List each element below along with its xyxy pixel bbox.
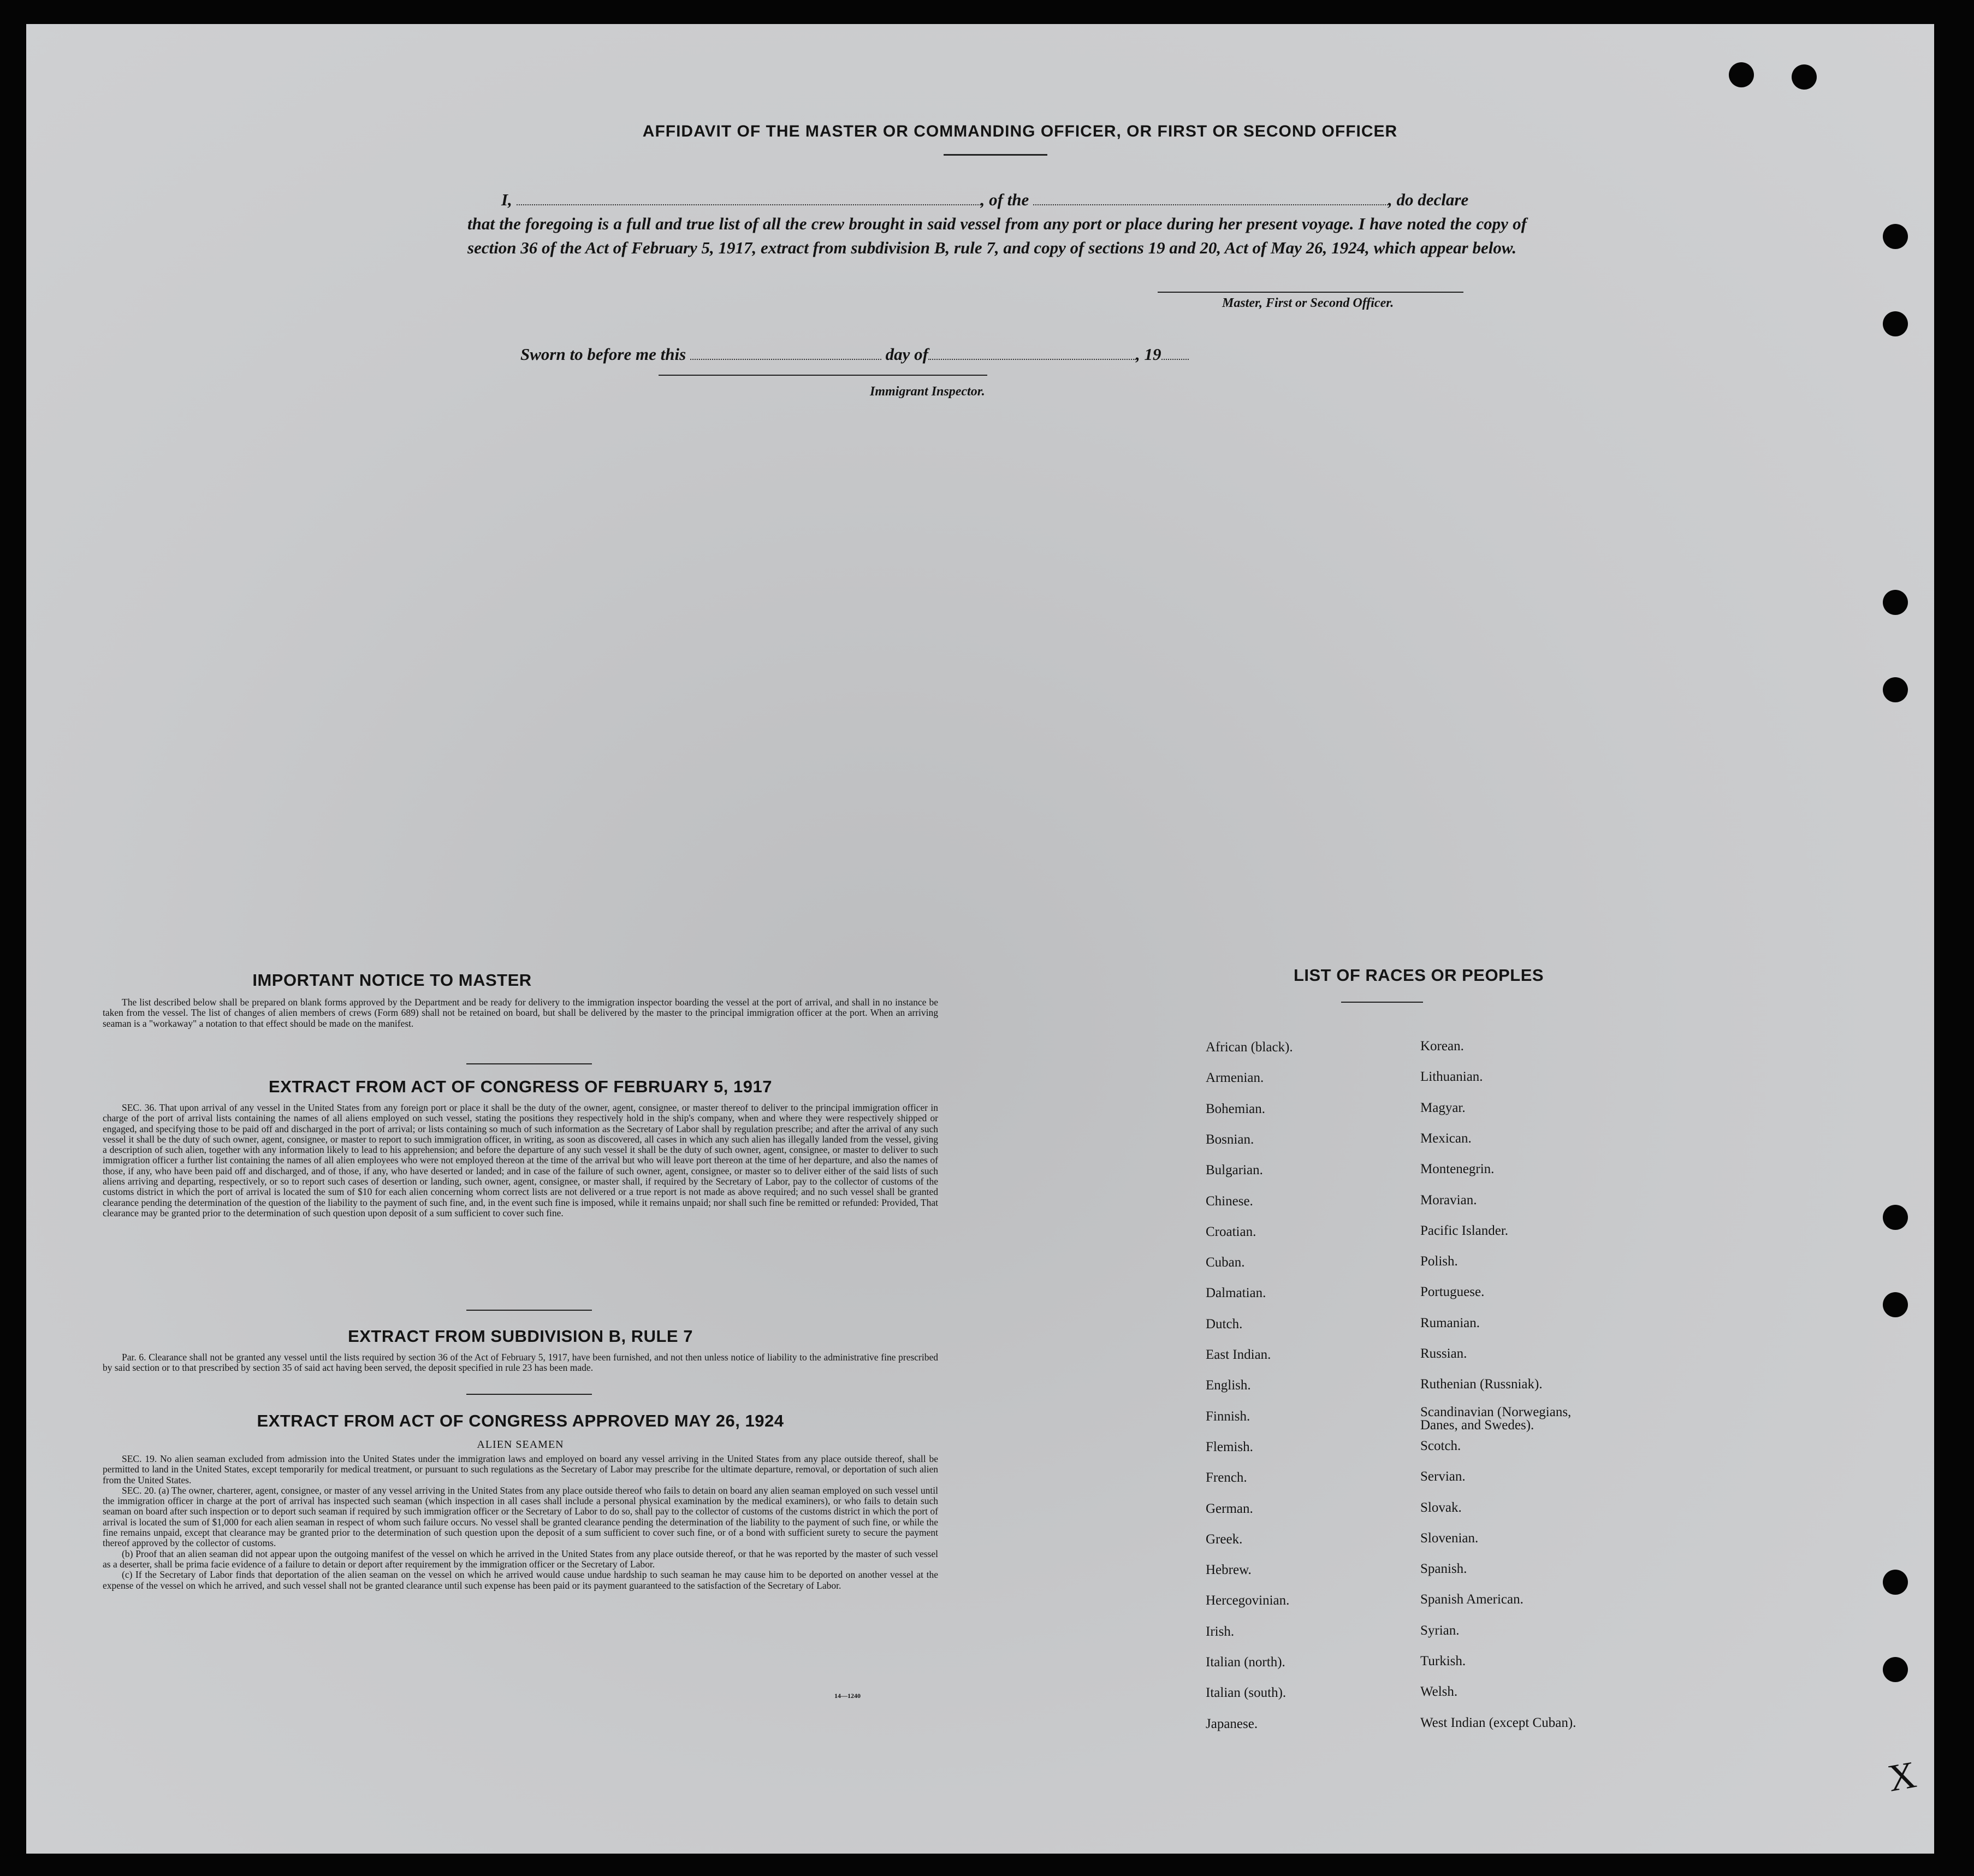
notice-title: IMPORTANT NOTICE TO MASTER (252, 970, 532, 990)
extract-1917-text (103, 1103, 938, 1218)
extract-rule7-text (103, 1352, 938, 1374)
punch-hole (1883, 590, 1908, 615)
affidavit-title: AFFIDAVIT OF THE MASTER OR COMMANDING OFFICER, OR FIRST OR SECOND OFFICER (642, 122, 1398, 140)
race-left: German. (1206, 1501, 1253, 1516)
sworn-day-field[interactable] (690, 344, 881, 360)
punch-hole (1883, 677, 1908, 702)
races-title-rule (1341, 1002, 1423, 1003)
sworn-year-field[interactable] (1161, 344, 1189, 360)
punch-hole (1883, 1205, 1908, 1230)
race-left: Italian (south). (1206, 1685, 1287, 1701)
handwritten-mark: X (1884, 1754, 1919, 1800)
extract-rule7-title: EXTRACT FROM SUBDIVISION B, RULE 7 (348, 1327, 693, 1346)
race-right: Slovak. (1420, 1500, 1462, 1515)
name-field[interactable] (517, 189, 981, 205)
race-left: Finnish. (1206, 1409, 1250, 1424)
race-left: Japanese. (1206, 1716, 1258, 1731)
sec-20a-paragraph: SEC. 20. (a) The owner, charterer, agent, consignee, or master of any vessel arriving in the United States from any place outside thereof who fails to detain on board any alien seaman employed on such vessel until the immigration officer in charge at the port of arrival has inspected such seaman (which inspection in all cases shall include a personal physical examination by the medical examiners), or who fails to detain such seaman on board after such inspection or to deport such seaman if required by such immigration officer or the Secretary of Labor to do so, shall pay to the collector of customs of the customs district in which the port of arrival is located the sum of $1,000 for each alien seaman in respect of whom such failure occurs. No vessel shall be granted clearance pending the determination of the liability to the payment of such fine, or while the fine remains unpaid, except that clearance may be granted prior to the determination of such question upon the deposit of a sum sufficient to cover such fine, or of a bond with sufficient surety to secure the payment thereof approved by the collector of customs. (103, 1484, 938, 1549)
race-left: Hebrew. (1206, 1563, 1252, 1578)
race-right: Polish. (1420, 1254, 1458, 1269)
race-left: Italian (north). (1206, 1655, 1285, 1670)
race-left: Bulgarian. (1206, 1163, 1263, 1178)
race-left: Hercegovinian. (1206, 1593, 1290, 1608)
title-rule (944, 154, 1047, 156)
extract-1924-title: EXTRACT FROM ACT OF CONGRESS APPROVED MAY 26, 1924 (257, 1411, 784, 1430)
punch-hole (1883, 1657, 1908, 1682)
race-right: Rumanian. (1420, 1315, 1480, 1330)
sworn-line (520, 344, 1189, 364)
punch-hole (1883, 311, 1908, 336)
races-title: LIST OF RACES OR PEOPLES (1293, 966, 1544, 985)
race-right: Slovenian. (1420, 1530, 1479, 1546)
notice-paragraph: The list described below shall be prepared on blank forms approved by the Department and be ready for delivery to the immigration inspector boarding the vessel at the port of arrival, and shall in no instance be taken from the vessel. The list of changes of alien members of crews (Form 689) shall not be retained on board, but shall be delivered by the master to the principal immigration officer at the port. When an arriving seaman is a "workaway" a notation to that effect should be made on the manifest. (103, 997, 938, 1029)
sworn-month-field[interactable] (928, 344, 1136, 360)
race-left: Greek. (1206, 1531, 1243, 1547)
race-right: West Indian (except Cuban). (1420, 1715, 1576, 1730)
race-left: African (black). (1206, 1040, 1293, 1055)
race-right: Moravian. (1420, 1192, 1477, 1208)
race-left: English. (1206, 1378, 1251, 1393)
section-divider (466, 1310, 592, 1311)
race-right: Spanish. (1420, 1561, 1467, 1577)
race-left: Irish. (1206, 1624, 1235, 1639)
race-left: Armenian. (1206, 1070, 1264, 1086)
declare-label: , do declare (1388, 190, 1469, 209)
affidavit-body: that the foregoing is a full and true list of all the crew brought in said vessel from any port or place during her present voyage. I have noted the copy of section 36 of the Act of February 5, 1917, extract from subdivision B, rule 7, and copy of sections 19 and 20, Act of May 26, 1924, which appear below. (467, 214, 1527, 257)
punch-hole (1729, 62, 1754, 87)
race-right: Lithuanian. (1420, 1069, 1483, 1085)
race-right: Servian. (1420, 1469, 1466, 1484)
extract-1924-text (103, 1454, 938, 1591)
race-right: Russian. (1420, 1346, 1467, 1361)
extract-1924-subtitle: ALIEN SEAMEN (477, 1439, 564, 1451)
race-left: Bohemian. (1206, 1101, 1266, 1116)
race-left: Dalmatian. (1206, 1286, 1266, 1301)
race-right: Turkish. (1420, 1654, 1466, 1668)
race-left: Dutch. (1206, 1316, 1243, 1331)
sec-19-paragraph: SEC. 19. No alien seaman excluded from admission into the United States under the immigration laws and employed on board any vessel arriving in the United States from any place outside thereof, shall be permitted to land in the United States, except temporarily for medical treatment, or pursuant to such regulations as the Secretary of Labor may prescribe for the ultimate departure, removal, or deportation of such alien from the United States. (103, 1453, 938, 1486)
sworn-day-label: day of (885, 345, 928, 364)
inspector-label: Immigrant Inspector. (870, 384, 985, 399)
race-left: Flemish. (1206, 1439, 1253, 1454)
affidavit-text (467, 188, 1527, 260)
sworn-year-label: , 19 (1136, 345, 1161, 364)
race-right: Montenegrin. (1420, 1162, 1495, 1177)
race-right: Ruthenian (Russniak). (1420, 1377, 1543, 1392)
race-left: Croatian. (1206, 1224, 1256, 1239)
punch-hole (1792, 64, 1817, 90)
extract-1917-title: EXTRACT FROM ACT OF CONGRESS OF FEBRUARY 5, 1917 (269, 1077, 772, 1096)
document-page (26, 24, 1934, 1854)
race-left: Cuban. (1206, 1255, 1245, 1270)
punch-hole (1883, 1292, 1908, 1317)
of-the-label: , of the (980, 190, 1029, 209)
master-signature-label: Master, First or Second Officer. (1222, 296, 1394, 310)
race-right: Portuguese. (1420, 1285, 1485, 1300)
notice-text (103, 997, 938, 1029)
section-divider (466, 1394, 592, 1395)
rule7-paragraph: Par. 6. Clearance shall not be granted any vessel until the lists required by section 36 of the Act of February 5, 1917, have been furnished, and not then unless notice of liability to the administrative fine prescribed by said section or to that prescribed by section 35 of said act having been served, the deposit specified in rule 23 has been made. (103, 1352, 938, 1374)
race-left: East Indian. (1206, 1347, 1271, 1362)
race-left: Chinese. (1206, 1193, 1253, 1209)
vessel-field[interactable] (1033, 189, 1388, 205)
section-divider (466, 1063, 592, 1064)
race-right: Welsh. (1420, 1684, 1458, 1700)
race-right: Spanish American. (1420, 1592, 1524, 1607)
inspector-signature-line (659, 375, 987, 376)
sworn-prefix: Sworn to before me this (520, 345, 686, 364)
race-right: Syrian. (1420, 1623, 1460, 1638)
race-right: Scandinavian (Norwegians, Danes, and Swedes). (1420, 1404, 1572, 1433)
affidavit-first-line (467, 188, 1527, 212)
punch-hole (1883, 224, 1908, 249)
sec-20c-paragraph: (c) If the Secretary of Labor finds that deportation of the alien seaman on the vessel on which he arrived would cause undue hardship to such seaman he may cause him to be deported on another vessel at the expense of the vessel on which he arrived, and such vessel shall not be granted clearance until such expense has been paid or its payment guaranteed to the satisfaction of the Secretary of Labor. (103, 1569, 938, 1591)
race-right: Magyar. (1420, 1100, 1466, 1115)
race-left: French. (1206, 1470, 1247, 1486)
race-right: Korean. (1420, 1039, 1464, 1054)
race-right: Scotch. (1420, 1438, 1461, 1453)
i-label: I, (501, 190, 512, 209)
race-right: Mexican. (1420, 1131, 1472, 1146)
master-signature-line (1158, 292, 1463, 293)
race-left: Bosnian. (1206, 1132, 1254, 1147)
sec-20b-paragraph: (b) Proof that an alien seaman did not appear upon the outgoing manifest of the vessel on which he arrived in the United States from any place outside thereof, or that he was reported by the master of such vessel as a deserter, shall be prima facie evidence of a failure to detain or deport after requirement by the immigration officer or the Secretary of Labor. (103, 1548, 938, 1570)
form-number: 14—1240 (834, 1692, 861, 1700)
race-right: Pacific Islander. (1420, 1223, 1509, 1238)
punch-hole (1883, 1570, 1908, 1595)
sec-36-paragraph: SEC. 36. That upon arrival of any vessel in the United States from any foreign port or place it shall be the duty of the owner, agent, consignee, or master thereof to deliver to the principal immigration officer in charge of the port of arrival lists containing the names of all aliens employed on such vessel, stating the positions they respectively hold in the ship's company, when and where they were respectively shipped or engaged, and specifying those to be paid off and discharged in the port of arrival; or lists containing so much of such information as the Secretary of Labor shall by regulation prescribe; and after the arrival of any such vessel it shall be the duty of such owner, agent, consignee, or master to report to such immigration officer, in writing, as soon as discovered, all cases in which any such alien has illegally landed from the vessel, giving a description of such alien, together with any information likely to lead to his apprehension; and before the departure of any such vessel it shall be the duty of such owner, agent, consignee, or master to deliver to such immigration officer a further list containing the names of all alien employees who were not employed thereon at the time of the arrival but who will leave port thereon at the time of her departure, and also the names of those, if any, who have been paid off and discharged, and of those, if any, who have deserted or landed; and in case of the failure of such owner, agent, consignee, or master so to deliver either of the said lists of such aliens arriving and departing, respectively, or so to report such cases of desertion or landing, such owner, agent, consignee, or master shall, if required by the Secretary of Labor, pay to the collector of customs of the customs district in which the port of arrival is located the sum of $10 for each alien concerning whom correct lists are not delivered or a true report is not made as above required; and no such vessel shall be granted clearance pending the determination of the question of the liability to the payment of such fine, and, in the event such fine is imposed, while it remains unpaid; nor shall such fine be remitted or refunded: Provided, That clearance may be granted prior to the determination of such question upon deposit of a sum sufficient to cover such fine. (103, 1102, 938, 1218)
